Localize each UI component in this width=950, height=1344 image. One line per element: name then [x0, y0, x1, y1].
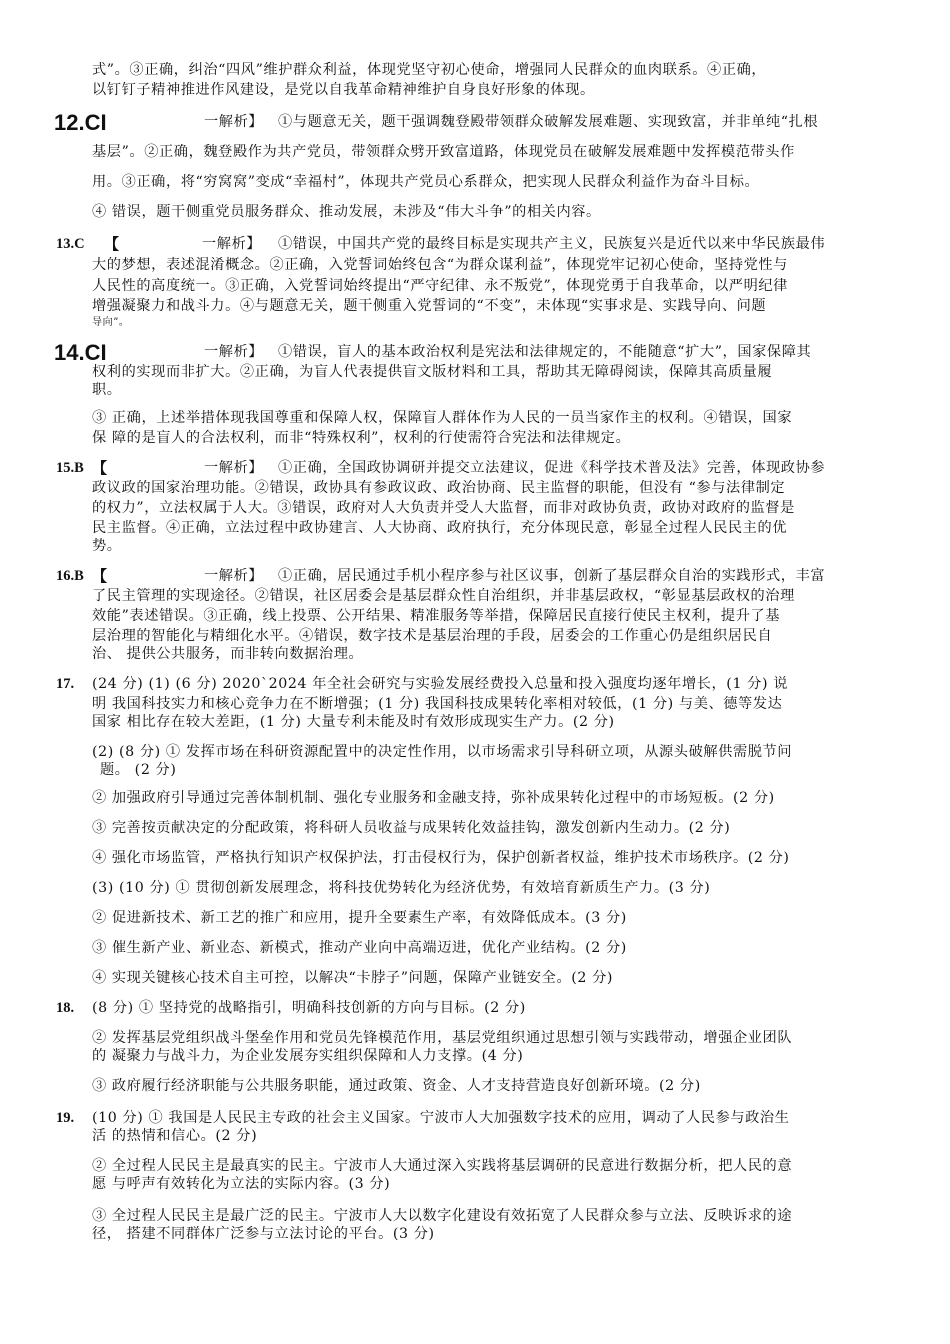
question-16-line-5: 治、 提供公共服务，而非转向数据治理。 [92, 646, 364, 662]
question-14-number: 14.CI [54, 340, 107, 365]
question-17-part2-line-3: ② 加强政府引导通过完善体制机制、强化专业服务和金融支持，弥补成果转化过程中的市场短板。(2 分) [92, 790, 775, 806]
question-13-number: 13.C [56, 236, 85, 252]
question-19-line-1: (10 分) ① 我国是人民民主专政的社会主义国家。宁波市人大加强数字技术的应用，调动了人民参与政治生 [92, 1110, 790, 1126]
question-15-line-5: 势。 [92, 538, 122, 554]
question-19-line-3: ② 全过程人民民主是最真实的民主。宁波市人大通过深入实践将基层调研的民意进行数据分析，把人民的意 [92, 1158, 793, 1174]
question-13-tag: 一解析】 [202, 236, 262, 252]
question-14-tag: 一解析】 [204, 344, 264, 360]
question-15-number: 15.B [56, 460, 84, 476]
question-15-tag: 一解析】 [204, 460, 264, 476]
question-16-tag: 一解析】 [204, 568, 264, 584]
question-13-bracket: 【 [104, 235, 120, 253]
question-18-line-3: 的 凝聚力与战斗力，为企业发展夯实组织保障和人力支撑。(4 分) [92, 1048, 524, 1064]
question-16-line-1: ①正确，居民通过手机小程序参与社区议事，创新了基层群众自治的实践形式，丰富 [278, 568, 826, 584]
question-19-line-2: 活 的热情和信心。(2 分) [92, 1128, 258, 1144]
question-12-line-1: ①与题意无关，题干强调魏登殿带领群众破解发展难题、实现致富，并非单纯“扎根 [278, 114, 819, 130]
question-17-part3-line-3: ③ 催生新产业、新业态、新模式，推动产业向中高端迈进，优化产业结构。(2 分) [92, 940, 627, 956]
question-12-tag: 一解析】 [204, 114, 264, 130]
question-14-line-2: 权利的实现而非扩大。②正确，为盲人代表提供盲文版材料和工具，帮助其无障碍阅读，保障其高质量履 [92, 364, 773, 380]
question-18-line-4: ③ 政府履行经济职能与公共服务职能，通过政策、资金、人才支持营造良好创新环境。(2 分) [92, 1078, 701, 1094]
question-19-number: 19. [56, 1110, 75, 1126]
question-19-line-5: ③ 全过程人民民主是最广泛的民主。宁波市人大以数字化建设有效拓宽了人民群众参与立法、反映诉求的途 [92, 1208, 793, 1224]
question-17-line-1: (24 分) (1) (6 分) 2020`2024 年全社会研究与实验发展经费投入总量和投入强度均逐年增长，(1 分) 说 [92, 676, 788, 692]
question-13-line-2: 大的梦想，表述混淆概念。②正确，入党誓词始终包含“为群众谋利益”，体现党牢记初心使命，坚持党性与 [92, 257, 788, 273]
question-17-part2-line-2: 题。 (2 分) [100, 762, 177, 778]
question-19-line-6: 径， 搭建不同群体广泛参与立法讨论的平台。(3 分) [92, 1226, 435, 1242]
question-17-part3-line-1: (3) (10 分) ① 贯彻创新发展理念，将科技优势转化为经济优势，有效培育新质生产力。(3 分) [92, 880, 711, 896]
intro-line-1: 式”。③正确，纠治“四风”维护群众利益，体现党坚守初心使命，增强同人民群众的血肉联系。④正确， [92, 62, 767, 78]
question-12-line-2: 基层”。②正确，魏登殿作为共产党员，带领群众劈开致富道路，体现党员在破解发展难题中发挥模范带头作 [92, 144, 795, 160]
question-14-line-5: 保 障的是盲人的合法权利，而非“特殊权利”，权利的行使需符合宪法和法律规定。 [92, 430, 631, 446]
question-18-line-2: ② 发挥基层党组织战斗堡垒作用和党员先锋模范作用，基层党组织通过思想引领与实践带动，增强企业团队 [92, 1030, 793, 1046]
question-14-line-3: 职。 [92, 382, 122, 398]
question-16-line-4: 层治理的智能化与精细化水平。④错误，数字技术是基层治理的手段，居委会的工作重心仍是组织居民自 [92, 628, 773, 644]
question-17-number: 17. [56, 676, 75, 692]
question-14-line-1: ①错误，盲人的基本政治权利是宪法和法律规定的，不能随意“扩大”，国家保障其 [278, 344, 812, 360]
intro-line-2: 以钉钉子精神推进作风建设，是党以自我革命精神维护自身良好形象的体现。 [92, 82, 595, 98]
question-16-bracket: 【 [92, 567, 108, 585]
question-18-line-1: (8 分) ① 坚持党的战略指引，明确科技创新的方向与目标。(2 分) [92, 1000, 526, 1016]
question-17-part3-line-2: ② 促进新技术、新工艺的推广和应用，提升全要素生产率，有效降低成本。(3 分) [92, 910, 627, 926]
question-13-line-5: 导向”。 [92, 317, 130, 328]
question-17-part2-line-5: ④ 强化市场监管，严格执行知识产权保护法，打击侵权行为，保护创新者权益，维护技术市场秩序。(2 分) [92, 850, 790, 866]
question-15-line-1: ①正确，全国政协调研并提交立法建议，促进《科学技术普及法》完善，体现政协参 [278, 460, 826, 476]
question-16-line-3: 效能”表述错误。③正确，线上投票、公开结果、精准服务等举措，保障居民直接行使民主权利，提升了基 [92, 608, 781, 624]
question-15-line-2: 政议政的国家治理功能。②错误，政协具有参政议政、政治协商、民主监督的职能，但没有 “参与法律制定 [92, 480, 786, 496]
question-13-line-4: 增强凝聚力和战斗力。④与题意无关，题干侧重入党誓词的“不变”，未体现“实事求是、实践导向、问题 [92, 298, 767, 314]
question-17-line-2: 明 我国科技实力和核心竞争力在不断增强；(1 分) 我国科技成果转化率相对较低，(1 分) 与美、德等发达 [92, 696, 783, 712]
question-12-line-4: ④ 错误，题干侧重党员服务群众、推动发展，未涉及“伟大斗争”的相关内容。 [92, 204, 601, 220]
question-19-line-4: 愿 与呼声有效转化为立法的实际内容。(3 分) [92, 1176, 391, 1192]
question-15-line-3: 的权力”，立法权属于人大。③错误，政府对人大负责并受人大监督，而非对政协负责，政协对政府的监督是 [92, 500, 795, 516]
question-15-line-4: 民主监督。④正确，立法过程中政协建言、人大协商、政府执行，充分体现民意，彰显全过程人民民主的优 [92, 520, 788, 536]
question-13-line-1: ①错误，中国共产党的最终目标是实现共产主义，民族复兴是近代以来中华民族最伟 [278, 236, 826, 252]
question-17-part2-line-1: (2) (8 分) ① 发挥市场在科研资源配置中的决定性作用，以市场需求引导科研立项，从源头破解供需脱节问 [92, 744, 793, 760]
question-16-number: 16.B [56, 568, 84, 584]
question-13-line-3: 人民性的高度统一。③正确，入党誓词始终提出“严守纪律、永不叛党”，体现党勇于自我革命，以严明纪律 [92, 278, 788, 294]
question-12-line-3: 用。③正确，将“穷窝窝”变成“幸福村”，体现共产党员心系群众，把实现人民群众利益作为奋斗目标。 [92, 174, 760, 190]
question-18-number: 18. [56, 1000, 75, 1016]
question-15-bracket: 【 [92, 459, 108, 477]
question-16-line-2: 了民主管理的实现途径。②错误，社区居委会是基层群众性自治组织，并非基层政权，“彰显基层政权的治理 [92, 588, 795, 604]
question-12-number: 12.CI [54, 110, 107, 135]
question-17-part2-line-4: ③ 完善按贡献决定的分配政策，将科研人员收益与成果转化效益挂钩，激发创新内生动力。(2 分) [92, 820, 731, 836]
question-14-line-4: ③ 正确，上述举措体现我国尊重和保障人权，保障盲人群体作为人民的一员当家作主的权利。④错误，国家 [92, 410, 793, 426]
question-17-line-3: 国家 相比存在较大差距，(1 分) 大量专利未能及时有效形成现实生产力。(2 分) [92, 714, 615, 730]
question-17-part3-line-4: ④ 实现关键核心技术自主可控，以解决“卡脖子”问题，保障产业链安全。(2 分) [92, 970, 614, 986]
